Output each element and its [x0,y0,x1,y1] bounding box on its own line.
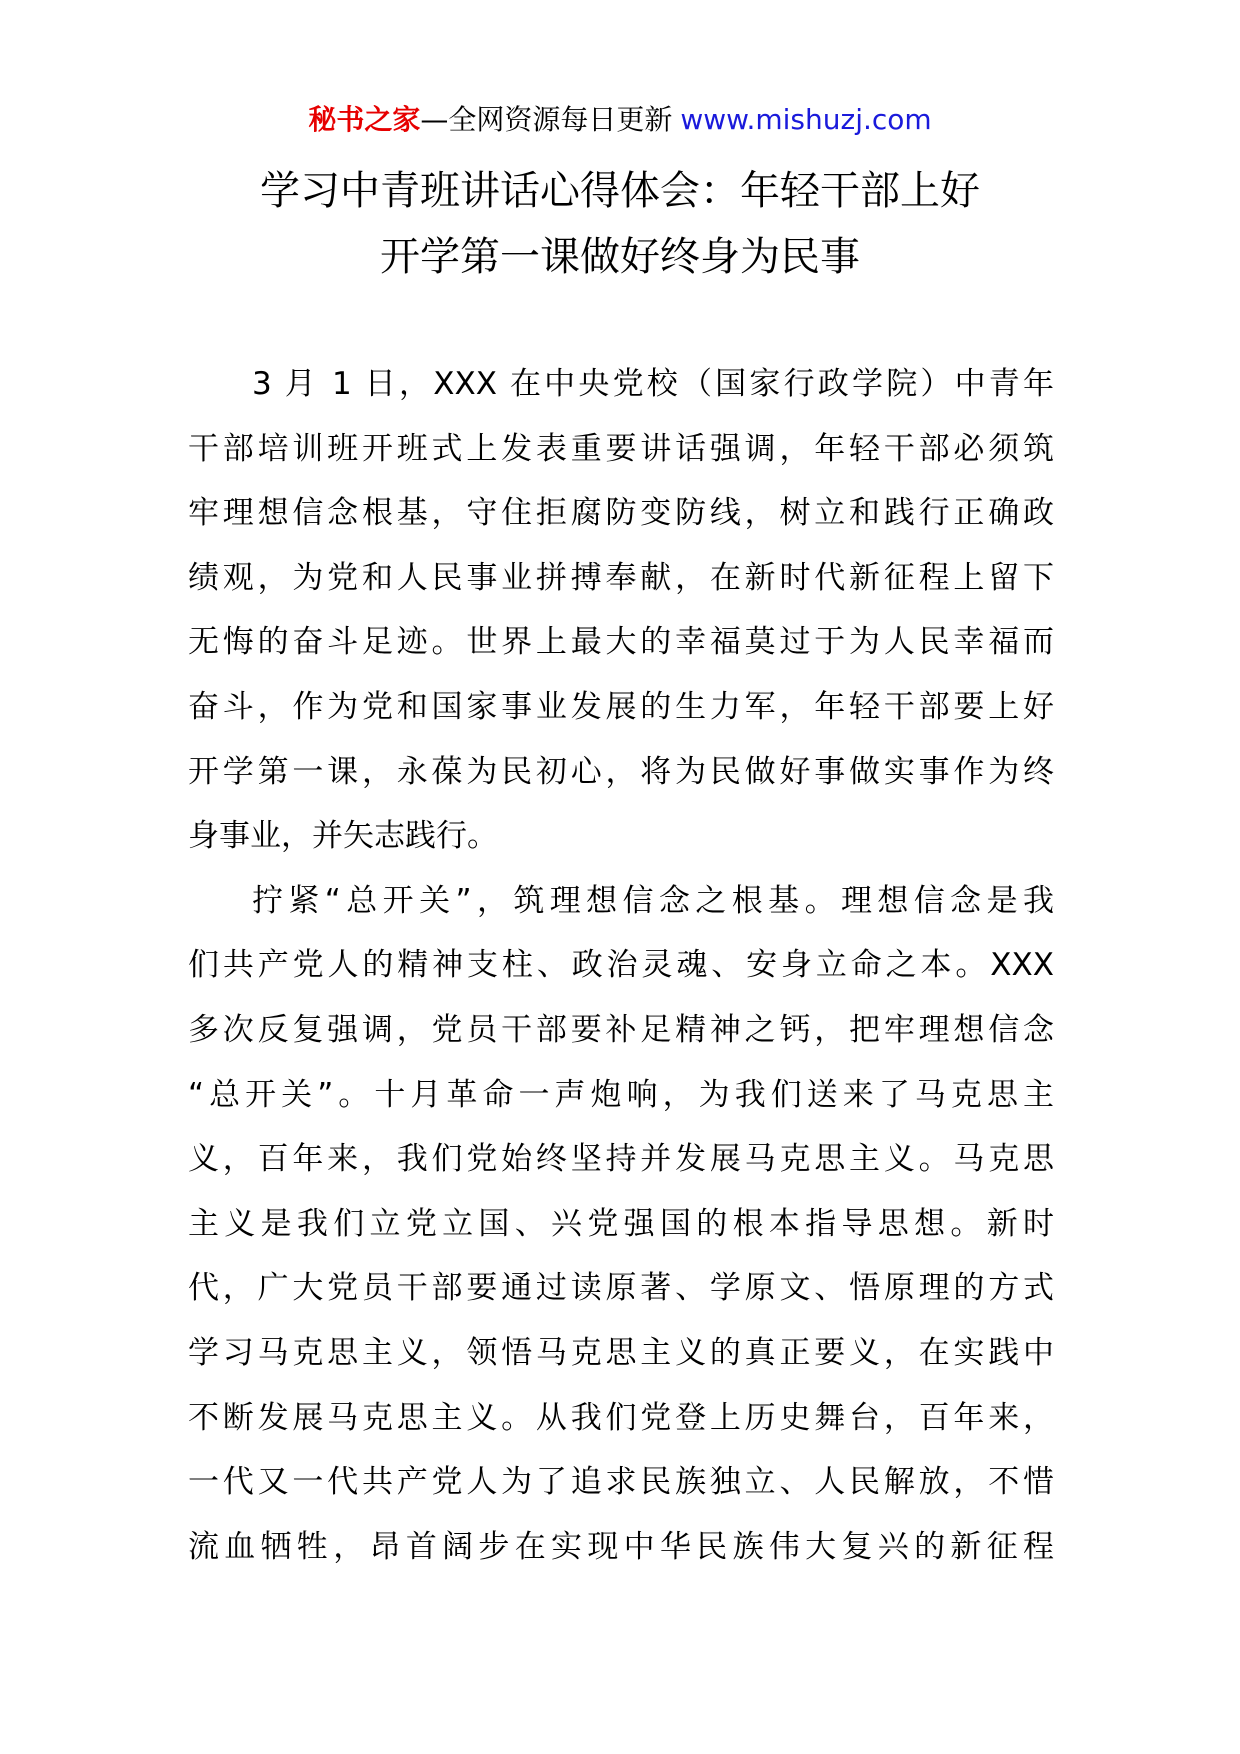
document-title [150,158,1090,290]
body-line: 流血牺牲，昂首阔步在实现中华民族伟大复兴的新征程 [188,1528,1054,1565]
body-line: “总开关”。十月革命一声炮响，为我们送来了马克思主 [188,1076,1054,1113]
body-line: 无悔的奋斗足迹。世界上最大的幸福莫过于为人民幸福而 [188,624,1054,661]
body-line: 代，广大党员干部要通过读原著、学原文、悟原理的方式 [188,1270,1054,1307]
body-line: 绩观，为党和人民事业拼搏奉献，在新时代新征程上留下 [188,559,1054,596]
body-line: 不断发展马克思主义。从我们党登上历史舞台，百年来， [188,1399,1054,1436]
body-line: 主义是我们立党立国、兴党强国的根本指导思想。新时 [188,1205,1054,1242]
body-line: 学习马克思主义，领悟马克思主义的真正要义，在实践中 [188,1334,1054,1371]
document-body [188,352,1054,1579]
body-line: 身事业，并矢志践行。 [188,818,498,855]
body-line: 多次反复强调，党员干部要补足精神之钙，把牢理想信念 [188,1011,1054,1048]
body-line: 拧紧“总开关”，筑理想信念之根基。理想信念是我 [252,882,1054,919]
body-line: 牢理想信念根基，守住拒腐防变防线，树立和践行正确政 [188,495,1054,532]
site-header [0,100,1240,140]
header-tagline: —全网资源每日更新 [420,103,673,136]
body-line: 干部培训班开班式上发表重要讲话强调，年轻干部必须筑 [188,430,1054,467]
body-line: 们共产党人的精神支柱、政治灵魂、安身立命之本。XXX [188,947,1054,984]
title-line-1: 学习中青班讲话心得体会：年轻干部上好 [260,168,980,214]
title-line-2: 开学第一课做好终身为民事 [380,234,860,280]
body-line: 开学第一课，永葆为民初心，将为民做好事做实事作为终 [188,753,1054,790]
body-line: 3 月 1 日，XXX 在中央党校（国家行政学院）中青年 [252,366,1054,402]
brand-name: 秘书之家 [308,103,421,136]
body-line: 义，百年来，我们党始终坚持并发展马克思主义。马克思 [188,1141,1054,1178]
site-url-link[interactable]: www.mishuzj.com [680,103,932,136]
body-line: 一代又一代共产党人为了追求民族独立、人民解放，不惜 [188,1464,1054,1501]
body-line: 奋斗，作为党和国家事业发展的生力军，年轻干部要上好 [188,688,1054,725]
